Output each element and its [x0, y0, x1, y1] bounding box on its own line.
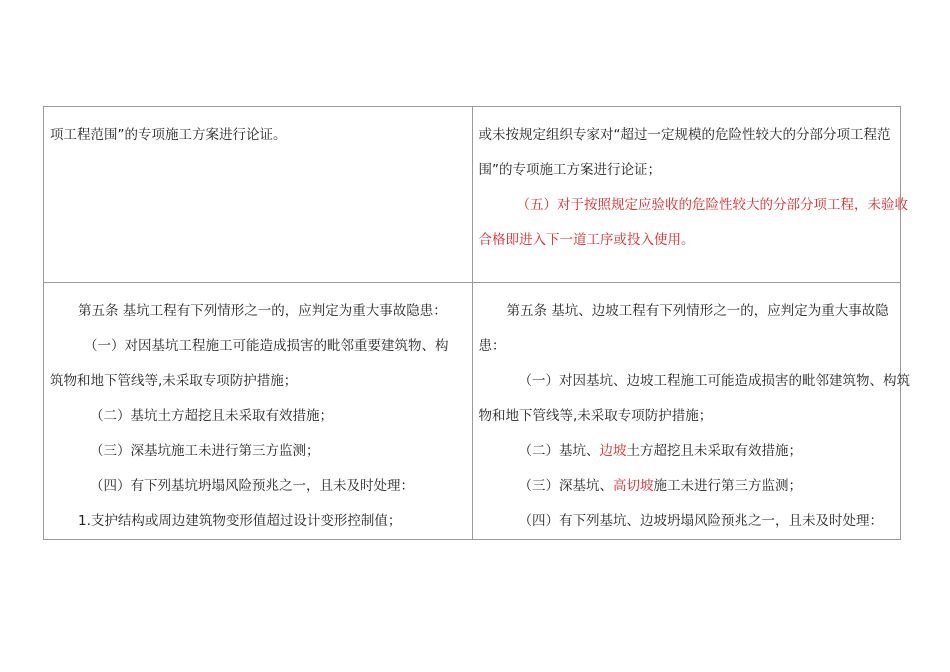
text-line: 患： [478, 338, 506, 354]
text-line: （四）有下列基坑、边坡坍塌风险预兆之一，且未及时处理： [518, 513, 883, 529]
text-line: 或未按规定组织专家对“超过一定规模的危险性较大的分部分项工程范 [478, 127, 891, 143]
text-line: 筑物和地下管线等,未采取专项防护措施； [50, 373, 298, 389]
highlighted-text: 边坡 [599, 443, 627, 459]
highlighted-text-line: 合格即进入下一道工序或投入使用。 [478, 232, 695, 248]
article-heading: 第五条 基坑、边坡工程有下列情形之一的，应判定为重大事故隐 [506, 303, 889, 319]
highlighted-text-line: （五）对于按照规定应验收的危险性较大的分部分项工程，未验收 [516, 197, 908, 213]
text-line [479, 434, 895, 469]
text-span: 施工未进行第三方监测； [653, 478, 802, 494]
text-span: （二）基坑、 [518, 443, 600, 459]
text-line: 项工程范围”的专项施工方案进行论证。 [50, 127, 287, 143]
text-line: （四）有下列基坑坍塌风险预兆之一，且未及时处理： [90, 478, 414, 494]
text-line: （三）深基坑施工未进行第三方监测； [90, 443, 320, 459]
table-row [44, 107, 901, 283]
comparison-table [43, 106, 910, 540]
table-cell-right [472, 107, 908, 283]
text-line: （二）基坑土方超挖且未采取有效措施； [90, 408, 333, 424]
text-line: 物和地下管线等,未采取专项防护措施； [478, 408, 713, 424]
text-line: （一）对因基坑工程施工可能造成损害的毗邻重要建筑物、构 [84, 338, 449, 354]
text-line: 围”的专项施工方案进行论证； [478, 162, 661, 178]
text-line: （一）对因基坑、边坡工程施工可能造成损害的毗邻建筑物、构筑 [518, 373, 910, 389]
table-cell-left [44, 283, 473, 540]
table-row [44, 283, 901, 540]
highlighted-text: 高切坡 [613, 478, 654, 494]
table-cell-left [44, 107, 473, 283]
article-heading: 第五条 基坑工程有下列情形之一的，应判定为重大事故隐患： [78, 303, 447, 319]
text-line [479, 469, 895, 504]
text-span: （三）深基坑、 [518, 478, 613, 494]
text-span: 土方超挖且未采取有效措施； [626, 443, 802, 459]
table-cell-right [472, 283, 910, 540]
text-line: 1.支护结构或周边建筑物变形值超过设计变形控制值； [78, 513, 402, 529]
